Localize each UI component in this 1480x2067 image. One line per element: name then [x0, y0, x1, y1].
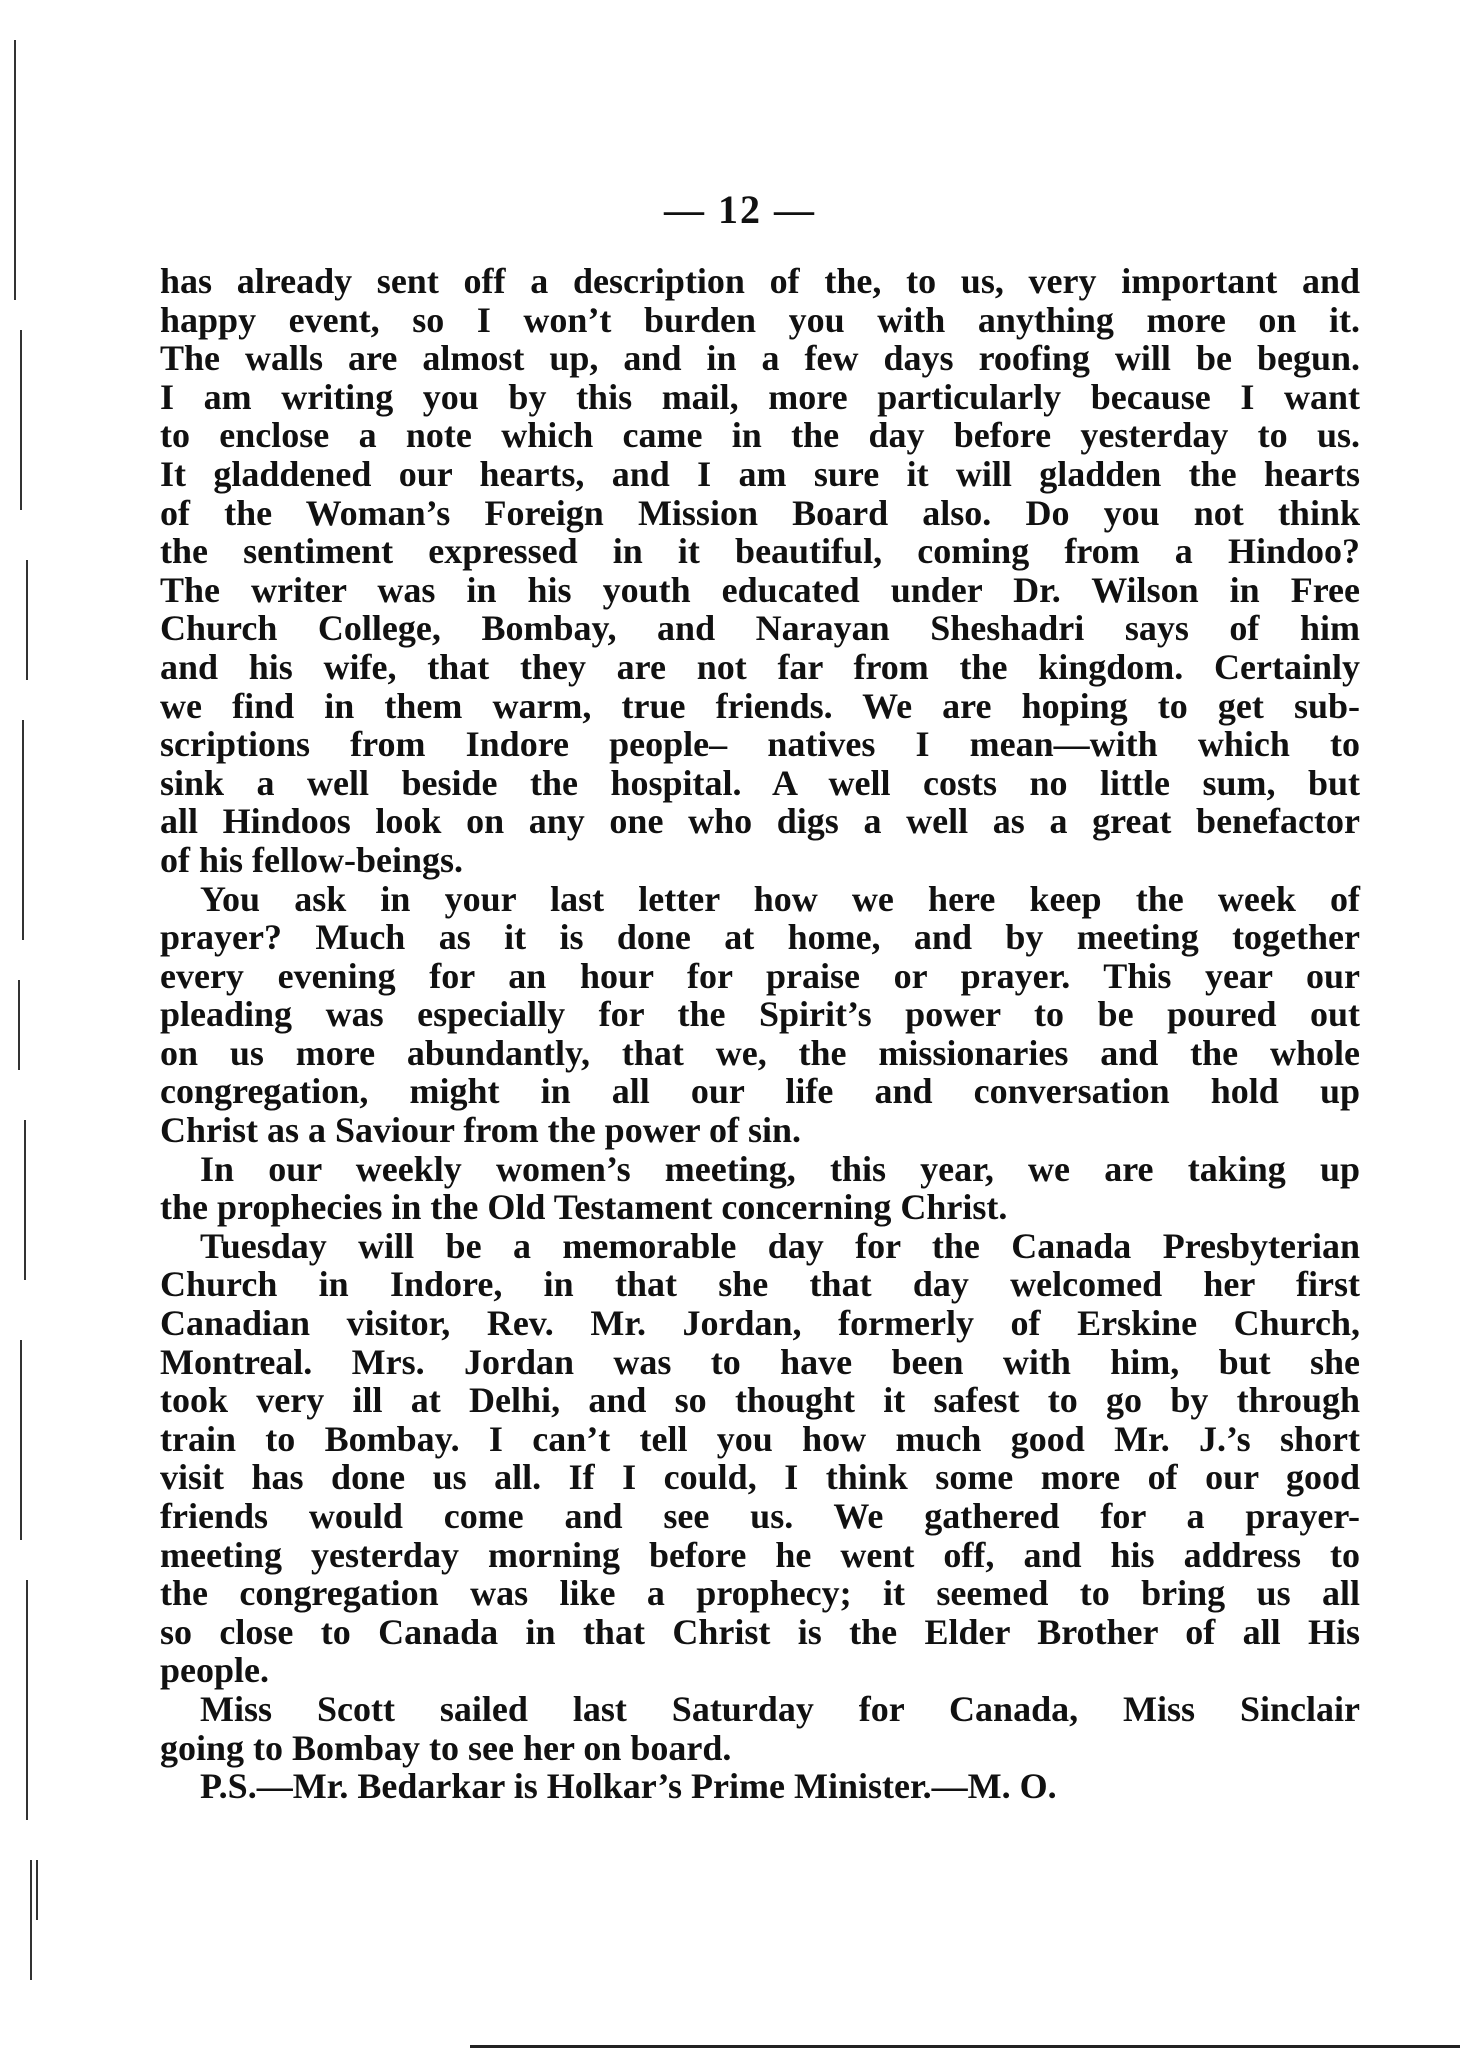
text-line: so close to Canada in that Christ is the Elder Brother of all His	[160, 1611, 1360, 1652]
text-line: Montreal. Mrs. Jordan was to have been with him, but she	[160, 1341, 1360, 1382]
body-text	[160, 262, 1360, 1806]
text-line: You ask in your last letter how we here keep the week of	[200, 878, 1360, 919]
text-line: friends would come and see us. We gathered for a prayer-	[160, 1496, 1360, 1536]
text-line: Miss Scott sailed last Saturday for Canada, Miss Sinclair	[200, 1688, 1360, 1729]
text-line: It gladdened our hearts, and I am sure it will gladden the hearts	[160, 453, 1360, 494]
page-number: — 12 —	[664, 187, 816, 232]
text-line: happy event, so I won’t burden you with anything more on it.	[160, 299, 1360, 340]
text-line: meeting yesterday morning before he went off, and his address to	[160, 1534, 1360, 1575]
text-line: all Hindoos look on any one who digs a well as a great benefactor	[160, 801, 1360, 842]
text-line: prayer? Much as it is done at home, and by meeting together	[160, 917, 1360, 958]
text-line: the congregation was like a prophecy; it seemed to bring us all	[160, 1573, 1360, 1614]
text-line: scriptions from Indore people– natives I mean—with which to	[160, 724, 1360, 765]
text-line: people.	[160, 1650, 270, 1691]
text-line: every evening for an hour for praise or prayer. This year our	[160, 955, 1360, 996]
text-line: pleading was especially for the Spirit’s power to be poured out	[160, 994, 1360, 1035]
text-line: The walls are almost up, and in a few days roofing will be begun.	[160, 338, 1360, 379]
text-line: visit has done us all. If I could, I think some more of our good	[160, 1457, 1360, 1498]
text-line: going to Bombay to see her on board.	[160, 1727, 732, 1768]
text-line: has already sent off a description of the, to us, very important and	[160, 261, 1360, 301]
text-line: Church College, Bombay, and Narayan Sheshadri says of him	[160, 608, 1360, 649]
text-line: Church in Indore, in that she that day welcomed her first	[160, 1264, 1360, 1305]
text-line: the sentiment expressed in it beautiful, coming from a Hindoo?	[160, 531, 1360, 572]
text-line: P.S.—Mr. Bedarkar is Holkar’s Prime Minister.—M. O.	[200, 1766, 1057, 1807]
scan-margin-artifacts	[0, 0, 80, 2067]
text-line: and his wife, that they are not far from the kingdom. Certainly	[160, 646, 1360, 687]
text-line: Tuesday will be a memorable day for the Canada Presbyterian	[200, 1225, 1360, 1266]
scan-bottom-edge	[470, 2045, 1460, 2048]
text-line: Canadian visitor, Rev. Mr. Jordan, formerly of Erskine Church,	[160, 1303, 1360, 1344]
text-line: we find in them warm, true friends. We are hoping to get sub-	[160, 685, 1360, 726]
text-line: I am writing you by this mail, more particularly because I want	[160, 376, 1360, 417]
text-line: The writer was in his youth educated under Dr. Wilson in Free	[160, 569, 1360, 610]
text-line: Christ as a Saviour from the power of sin.	[160, 1110, 802, 1151]
text-line: sink a well beside the hospital. A well costs no little sum, but	[160, 762, 1360, 803]
text-line: In our weekly women’s meeting, this year, we are taking up	[200, 1148, 1360, 1189]
text-line: to enclose a note which came in the day before yesterday to us.	[160, 415, 1360, 456]
text-line: took very ill at Delhi, and so thought it safest to go by through	[160, 1380, 1360, 1421]
text-line: on us more abundantly, that we, the missionaries and the whole	[160, 1032, 1360, 1073]
text-line: of the Woman’s Foreign Mission Board also. Do you not think	[160, 492, 1360, 533]
text-line: train to Bombay. I can’t tell you how much good Mr. J.’s short	[160, 1418, 1360, 1459]
text-line: congregation, might in all our life and conversation hold up	[160, 1071, 1360, 1112]
text-line: of his fellow-beings.	[160, 839, 464, 880]
text-line: the prophecies in the Old Testament concerning Christ.	[160, 1187, 1008, 1228]
